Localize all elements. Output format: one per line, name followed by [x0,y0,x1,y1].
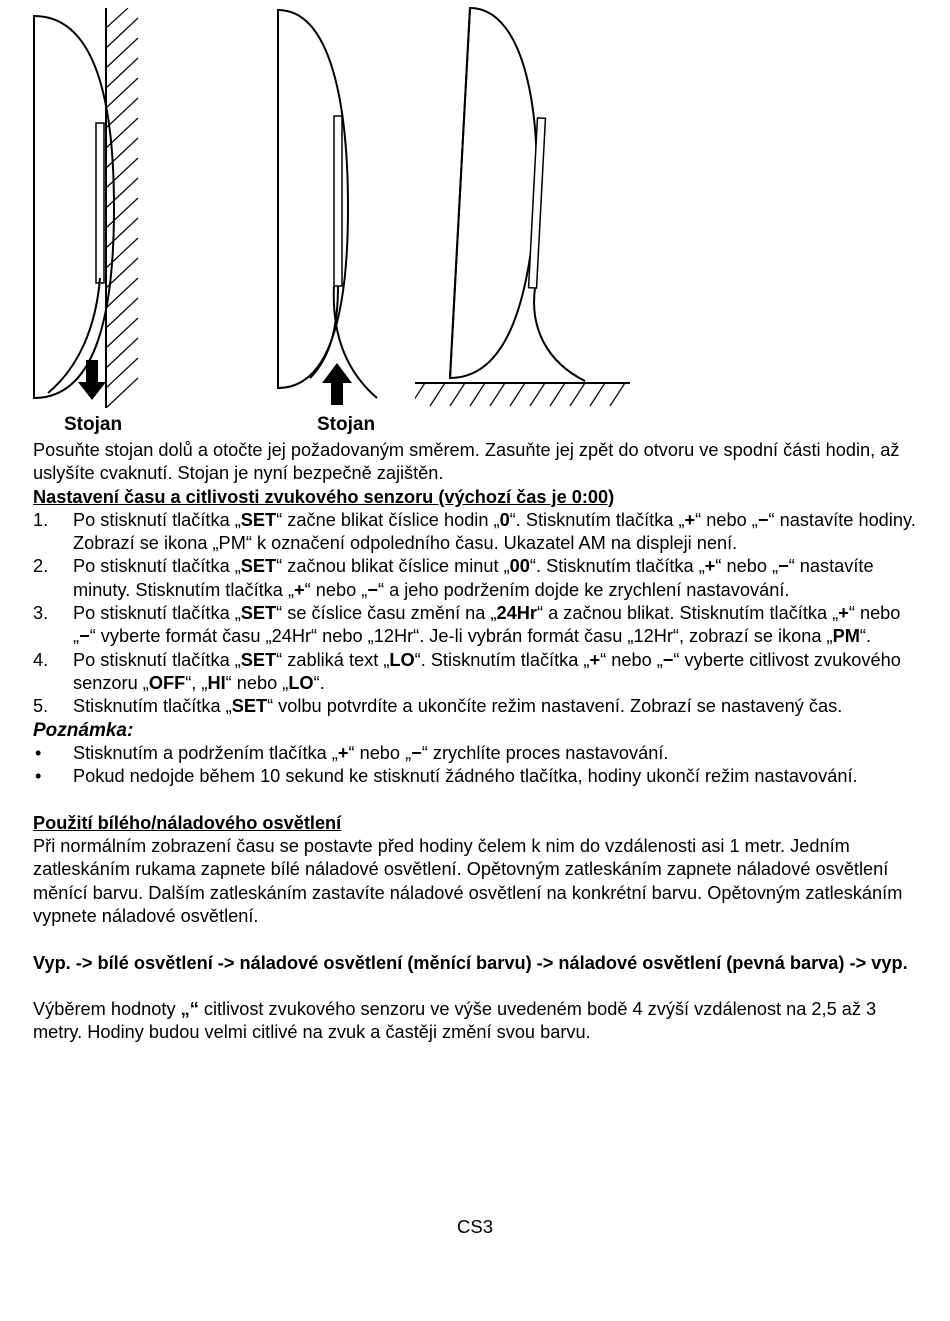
figure-standing-on-table [415,6,635,408]
bullet-icon: • [35,766,42,787]
section-heading-time-setting: Nastavení času a citlivosti zvukového senzoru (výchozí čas je 0:00) [33,486,615,507]
note-title: Poznámka: [33,719,134,741]
list-item: 5. Stisknutím tlačítka „SET“ volbu potvrdíte a ukončíte režim nastavení. Zobrazí se nastavený čas. [33,696,843,717]
figure-stand-insert-up [272,8,392,408]
page-number: CS3 [457,1216,493,1237]
figure-caption: Stojan [64,414,123,435]
note-list [33,742,923,789]
list-item: • Stisknutím a podržením tlačítka „+“ nebo „−“ zrychlíte proces nastavování. [33,742,923,765]
list-item: 3. Po stisknutí tlačítka „SET“ se číslice času změní na „24Hr“ a začnou blikat. Stisknutím tlačítka „+“ nebo „−“ vyberte formát času „24Hr“ nebo „12Hr“. Je-li vybrán formát času „12Hr“, zobrazí se ikona „PM“. [33,603,901,647]
lighting-paragraph: Při normálním zobrazení času se postavte před hodiny čelem k nim do vzdálenosti asi 1 metr. Jedním zatleskáním rukama zapnete bílé náladové osvětlení. Opětovným zatleskáním zapnete náladové osvětlení měnící barvu. Dalším zatleskáním zastavíte náladové osvětlení na konkrétní barvu. Opětovným zatleskáním vypnete náladové osvětlení. [33,836,903,926]
final-paragraph: Výběrem hodnoty „“ citlivost zvukového senzoru ve výše uvedeném bodě 4 zvýší vzdálenost na 2,5 až 3 metry. Hodiny budou velmi citlivé na zvuk a častěji změní svou barvu. [33,999,877,1043]
section-heading-lighting: Použití bílého/náladového osvětlení [33,812,342,833]
list-item: 2. Po stisknutí tlačítka „SET“ začnou blikat číslice minut „00“. Stisknutím tlačítka „+“ nebo „−“ nastavíte minuty. Stisknutím tlačítka „+“ nebo „−“ a jeho podržením dojde ke zrychlení nastavování. [33,556,874,600]
list-item: • Pokud nedojde během 10 sekund ke stisknutí žádného tlačítka, hodiny ukončí režim nastavování. [33,765,923,788]
document-body [33,439,923,1045]
figure-caption: Stojan [317,414,376,435]
lighting-sequence: Vyp. -> bílé osvětlení -> náladové osvětlení (měnící barvu) -> náladové osvětlení (pevná barva) -> vyp. [33,952,908,973]
steps-list [33,509,923,719]
arrow-up-icon [322,363,352,405]
list-item: 4. Po stisknutí tlačítka „SET“ zabliká text „LO“. Stisknutím tlačítka „+“ nebo „−“ vyberte citlivost zvukového senzoru „OFF“, „HI“ nebo „LO“. [33,649,901,693]
intro-paragraph: Posuňte stojan dolů a otočte jej požadovaným směrem. Zasuňte jej zpět do otvoru ve spodní části hodin, až uslyšíte cvaknutí. Stojan je nyní bezpečně zajištěn. [33,440,900,484]
figure-wall-mount-stand-down [28,8,148,408]
list-item: 1. Po stisknutí tlačítka „SET“ začne blikat číslice hodin „0“. Stisknutím tlačítka „+“ nebo „−“ nastavíte hodiny. Zobrazí se ikona „PM“ k označení odpoledního času. Ukazatel AM na displeji není. [33,509,916,554]
bullet-icon: • [35,742,42,763]
